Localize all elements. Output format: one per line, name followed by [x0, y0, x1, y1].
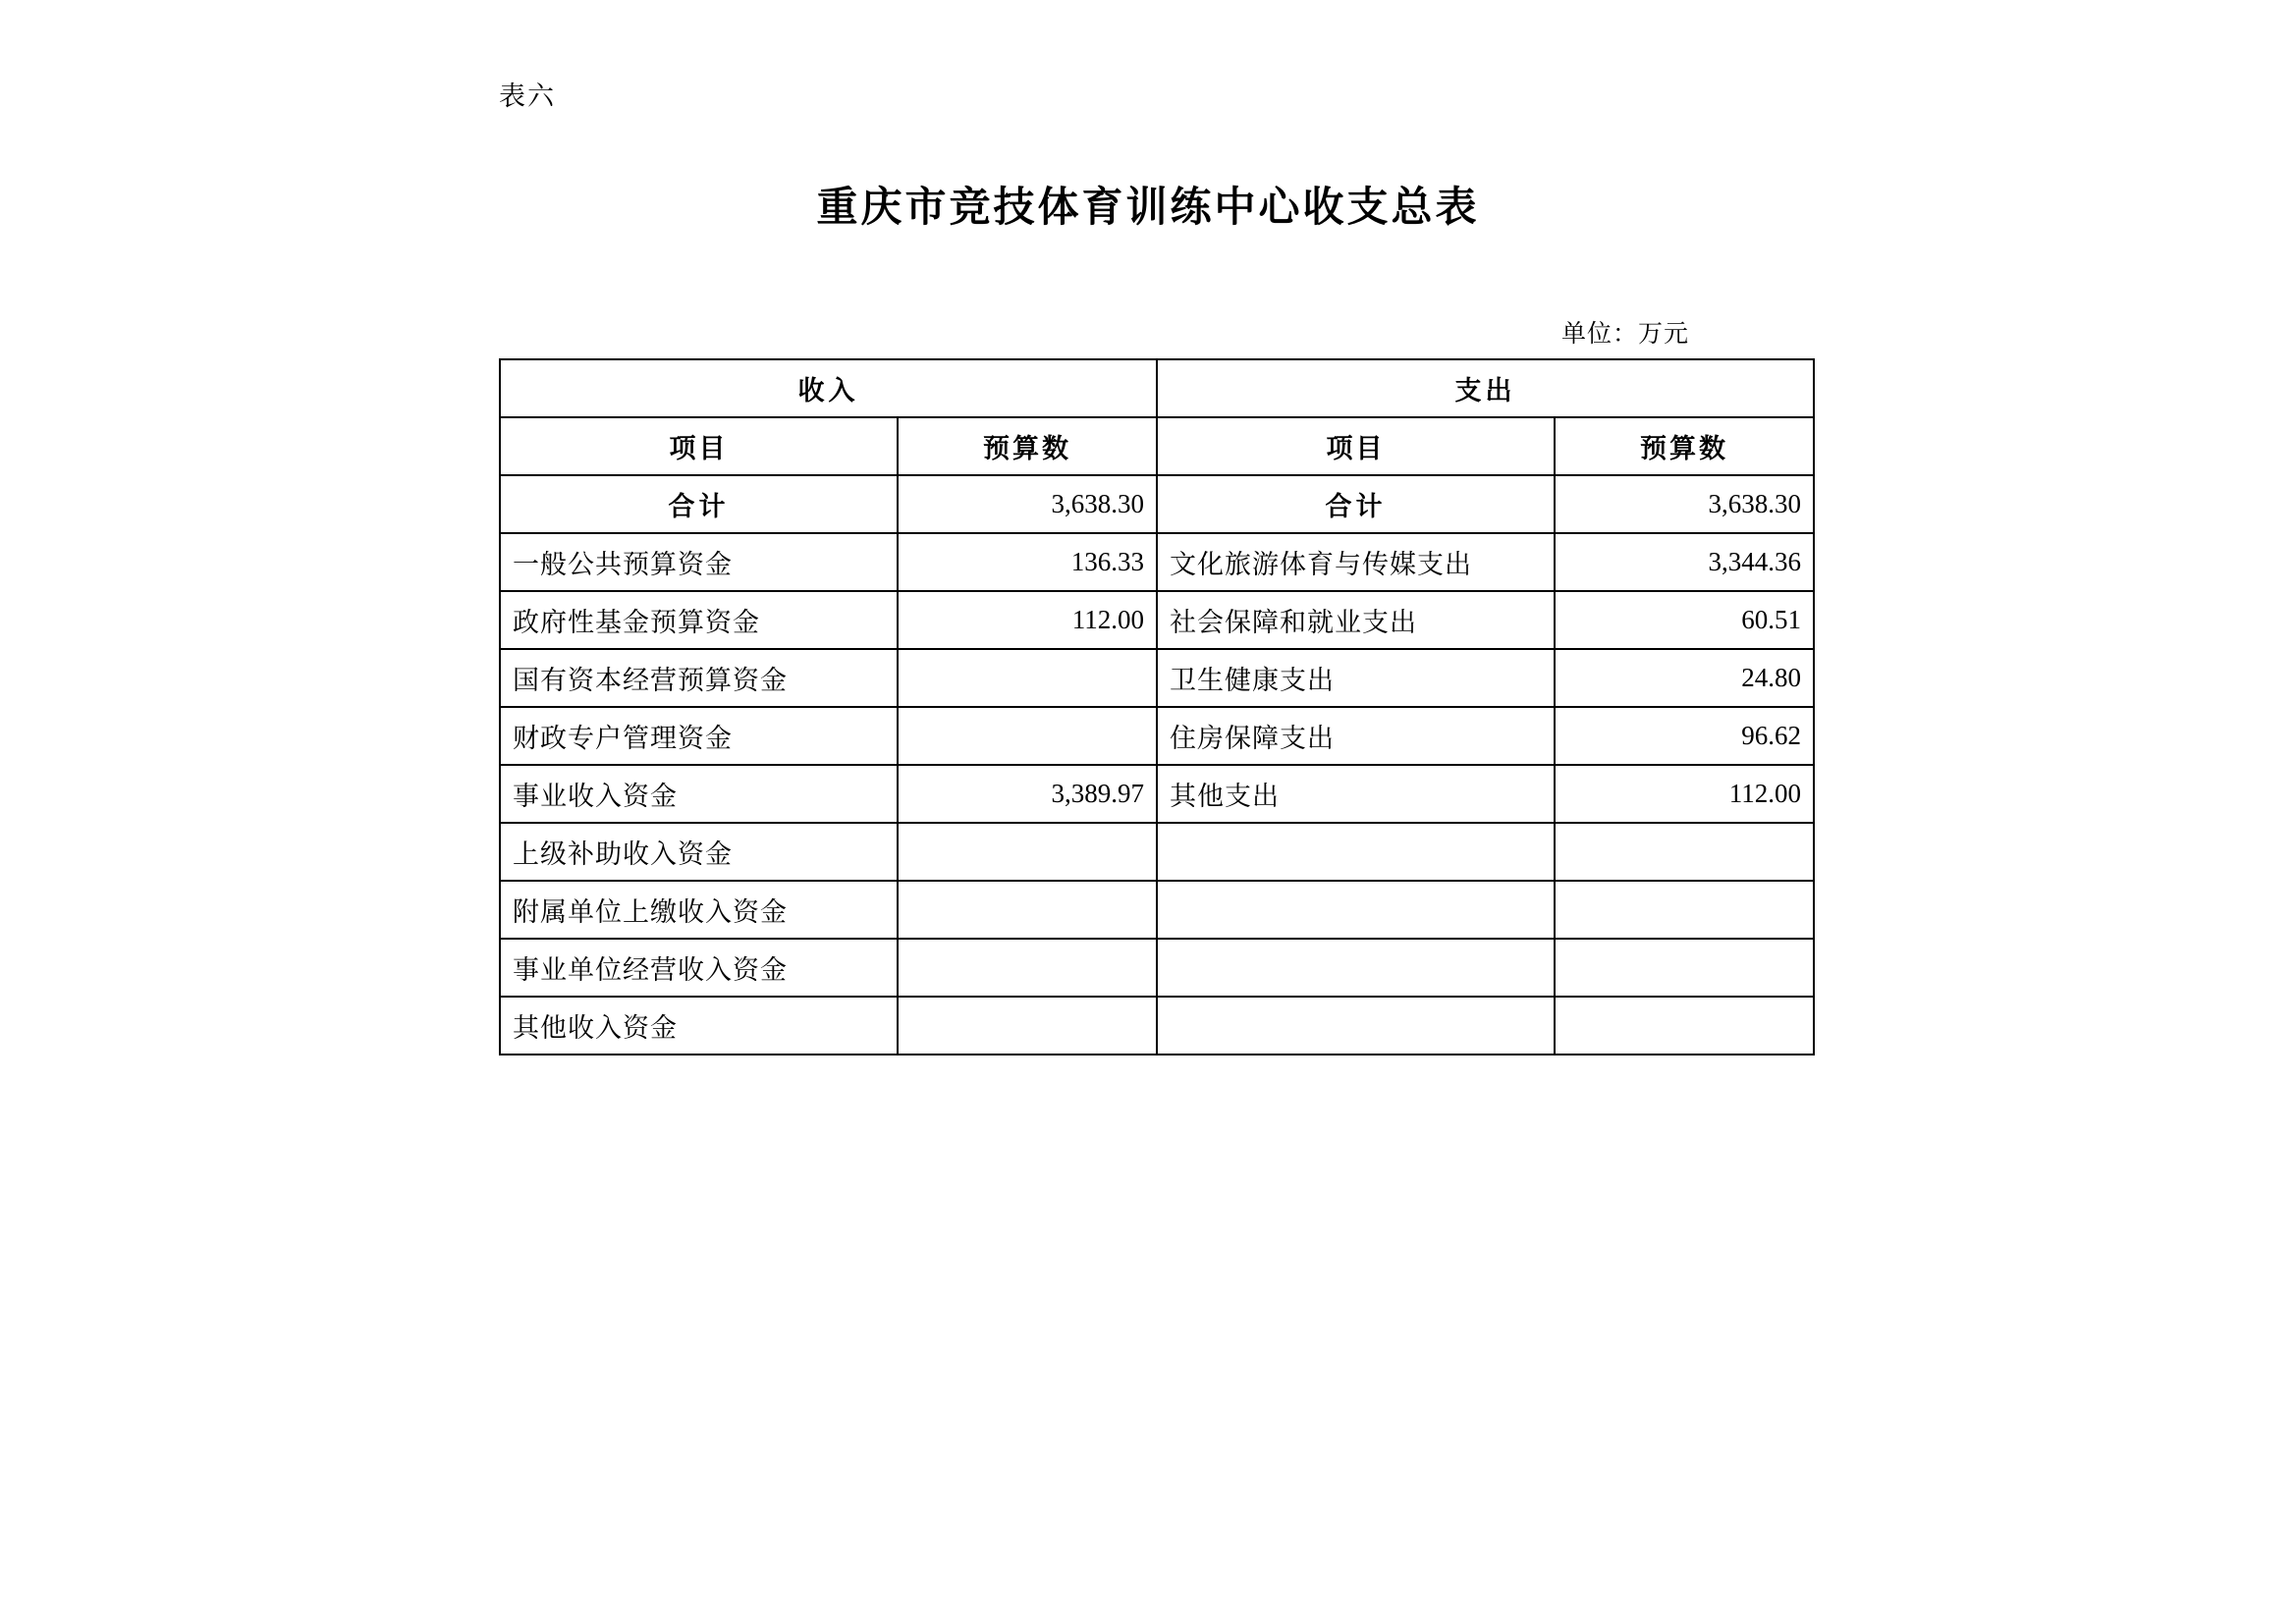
total-income-label: 合计 — [500, 475, 898, 533]
budget-table-container — [499, 358, 1813, 1055]
expense-item-label: 卫生健康支出 — [1157, 649, 1555, 707]
table-column-header-row — [500, 417, 1814, 475]
table-row — [500, 649, 1814, 707]
income-item-label: 财政专户管理资金 — [500, 707, 898, 765]
income-item-value — [898, 997, 1157, 1055]
income-item-label: 事业收入资金 — [500, 765, 898, 823]
expense-item-label: 社会保障和就业支出 — [1157, 591, 1555, 649]
expense-item-value: 60.51 — [1555, 591, 1814, 649]
table-row — [500, 997, 1814, 1055]
income-item-label: 政府性基金预算资金 — [500, 591, 898, 649]
expense-item-label — [1157, 823, 1555, 881]
table-number-label: 表六 — [499, 81, 556, 111]
column-header-expense-budget: 预算数 — [1555, 417, 1814, 475]
column-header-income-item: 项目 — [500, 417, 898, 475]
table-row — [500, 591, 1814, 649]
expense-item-label — [1157, 939, 1555, 997]
group-header-expense: 支出 — [1157, 359, 1814, 417]
income-item-value: 3,389.97 — [898, 765, 1157, 823]
income-item-label: 其他收入资金 — [500, 997, 898, 1055]
column-header-expense-item: 项目 — [1157, 417, 1555, 475]
total-expense-value: 3,638.30 — [1555, 475, 1814, 533]
table-row — [500, 533, 1814, 591]
expense-item-value — [1555, 939, 1814, 997]
page-title: 重庆市竞技体育训练中心收支总表 — [816, 186, 1480, 231]
income-item-value — [898, 939, 1157, 997]
income-item-label: 事业单位经营收入资金 — [500, 939, 898, 997]
expense-item-value — [1555, 997, 1814, 1055]
expense-item-label: 其他支出 — [1157, 765, 1555, 823]
expense-item-value — [1555, 823, 1814, 881]
expense-item-value: 112.00 — [1555, 765, 1814, 823]
expense-item-value: 96.62 — [1555, 707, 1814, 765]
income-item-value — [898, 707, 1157, 765]
total-expense-label: 合计 — [1157, 475, 1555, 533]
table-row — [500, 765, 1814, 823]
income-item-value: 136.33 — [898, 533, 1157, 591]
expense-item-value: 3,344.36 — [1555, 533, 1814, 591]
table-row — [500, 707, 1814, 765]
income-expense-table — [499, 358, 1815, 1055]
table-row — [500, 939, 1814, 997]
expense-item-label — [1157, 881, 1555, 939]
unit-note: 单位：万元 — [1560, 321, 1689, 348]
income-item-value — [898, 881, 1157, 939]
column-header-income-budget: 预算数 — [898, 417, 1157, 475]
expense-item-label — [1157, 997, 1555, 1055]
table-row-total — [500, 475, 1814, 533]
group-header-income: 收入 — [500, 359, 1157, 417]
total-income-value: 3,638.30 — [898, 475, 1157, 533]
income-item-label: 国有资本经营预算资金 — [500, 649, 898, 707]
table-row — [500, 881, 1814, 939]
income-item-value — [898, 823, 1157, 881]
expense-item-label: 文化旅游体育与传媒支出 — [1157, 533, 1555, 591]
income-item-value — [898, 649, 1157, 707]
table-row — [500, 823, 1814, 881]
income-item-label: 一般公共预算资金 — [500, 533, 898, 591]
income-item-label: 附属单位上缴收入资金 — [500, 881, 898, 939]
expense-item-label: 住房保障支出 — [1157, 707, 1555, 765]
table-group-header-row — [500, 359, 1814, 417]
expense-item-value: 24.80 — [1555, 649, 1814, 707]
expense-item-value — [1555, 881, 1814, 939]
income-item-label: 上级补助收入资金 — [500, 823, 898, 881]
income-item-value: 112.00 — [898, 591, 1157, 649]
